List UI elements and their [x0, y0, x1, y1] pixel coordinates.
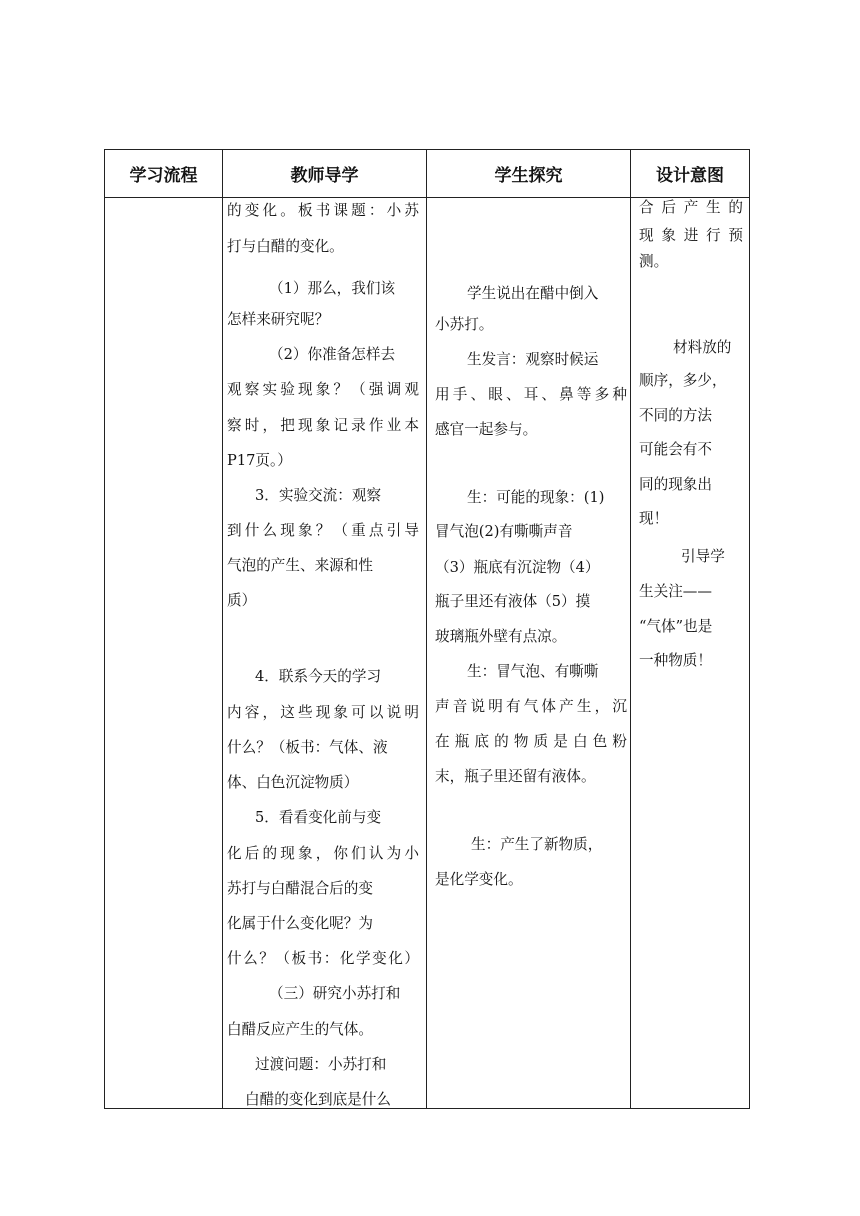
intent-text-line: 可能会有不 [639, 441, 712, 458]
teacher-text-line: 观察实验现象？（强调观 [227, 381, 419, 398]
teacher-text-line: 过渡问题：小苏打和 [255, 1056, 387, 1073]
teacher-text-line: （1）那么，我们该 [269, 280, 396, 297]
teacher-text-line: 什么？（板书：气体、液 [227, 739, 388, 756]
teacher-text-line: 内容，这些现象可以说明 [227, 704, 419, 721]
student-text-line: 声音说明有气体产生，沉 [435, 698, 627, 715]
header-teacher-guidance: 教师导学 [223, 150, 427, 198]
intent-text-line: 测。 [639, 253, 669, 270]
teacher-text-line: 苏打与白醋混合后的变 [227, 880, 373, 897]
intent-text-line: “气体”也是 [639, 618, 713, 635]
header-row [105, 150, 750, 198]
intent-text-line: 一种物质！ [639, 652, 712, 669]
lesson-plan-table [104, 149, 750, 1109]
student-text-line: 生发言：观察时候运 [467, 351, 599, 368]
intent-text-line: 合后产生的 [639, 199, 743, 216]
teacher-text-line: 4．联系今天的学习 [255, 668, 382, 685]
student-text-line: 瓶子里还有液体（5）摸 [435, 593, 591, 610]
intent-text-line: 顺序，多少， [639, 372, 727, 389]
student-text-line: 末，瓶子里还留有液体。 [435, 768, 596, 785]
teacher-text-line: 3．实验交流：观察 [255, 487, 382, 504]
design-intent-cell [631, 198, 750, 1109]
header-learning-process: 学习流程 [105, 150, 223, 198]
teacher-text-line: 白醋的变化到底是什么 [245, 1091, 391, 1108]
table-row [105, 198, 750, 1109]
student-text-line: 生：可能的现象：(1) [467, 489, 605, 506]
teacher-text-line: P17页。） [227, 452, 292, 469]
intent-text-line: 现象进行预 [639, 227, 743, 244]
teacher-text-line: 怎样来研究呢？ [227, 311, 330, 328]
teacher-text-line: 体、白色沉淀物质） [227, 774, 359, 791]
student-text-line: 小苏打。 [435, 316, 494, 333]
intent-text-line: 不同的方法 [639, 407, 712, 424]
teacher-text-line: 打与白醋的变化。 [227, 238, 344, 255]
teacher-text-line: 5．看看变化前与变 [255, 809, 382, 826]
teacher-text-line: 质） [227, 592, 257, 609]
student-text-line: 是化学变化。 [435, 871, 523, 888]
teacher-text-line: （三）研究小苏打和 [269, 985, 401, 1002]
student-text-line: 生：冒气泡、有嘶嘶 [467, 663, 599, 680]
student-text-line: 玻璃瓶外壁有点凉。 [435, 628, 567, 645]
student-text-line: 在瓶底的物质是白色粉 [435, 733, 627, 750]
student-text-line: 感官一起参与。 [435, 421, 538, 438]
learning-process-cell [105, 198, 223, 1109]
student-text-line: 冒气泡(2)有嘶嘶声音 [435, 523, 573, 540]
intent-text-line: 同的现象出 [639, 476, 712, 493]
teacher-text-line: 到什么现象？（重点引导 [227, 522, 419, 539]
teacher-text-line: （2）你准备怎样去 [269, 346, 396, 363]
intent-text-line: 材料放的 [673, 339, 732, 356]
teacher-text-line: 化后的现象，你们认为小 [227, 845, 419, 862]
header-design-intent: 设计意图 [631, 150, 750, 198]
student-text-line: 生：产生了新物质， [471, 836, 603, 853]
student-text-line: （3）瓶底有沉淀物（4） [435, 559, 600, 576]
student-text-line: 学生说出在醋中倒入 [467, 285, 599, 302]
intent-text-line: 引导学 [681, 548, 725, 565]
student-inquiry-cell [427, 198, 631, 1109]
teacher-text-line: 化属于什么变化呢？为 [227, 915, 373, 932]
teacher-text-line: 气泡的产生、来源和性 [227, 557, 373, 574]
header-student-inquiry: 学生探究 [427, 150, 631, 198]
teacher-text-line: 察时，把现象记录作业本 [227, 417, 419, 434]
intent-text-line: 生关注—— [639, 583, 712, 600]
teacher-text-line: 什么？（板书：化学变化） [227, 950, 419, 967]
teacher-text-line: 的变化。板书课题：小苏 [227, 202, 419, 219]
intent-text-line: 现！ [639, 510, 669, 527]
teacher-text-line: 白醋反应产生的气体。 [227, 1021, 373, 1038]
student-text-line: 用手、眼、耳、鼻等多种 [435, 386, 627, 403]
teacher-guidance-cell [223, 198, 427, 1109]
